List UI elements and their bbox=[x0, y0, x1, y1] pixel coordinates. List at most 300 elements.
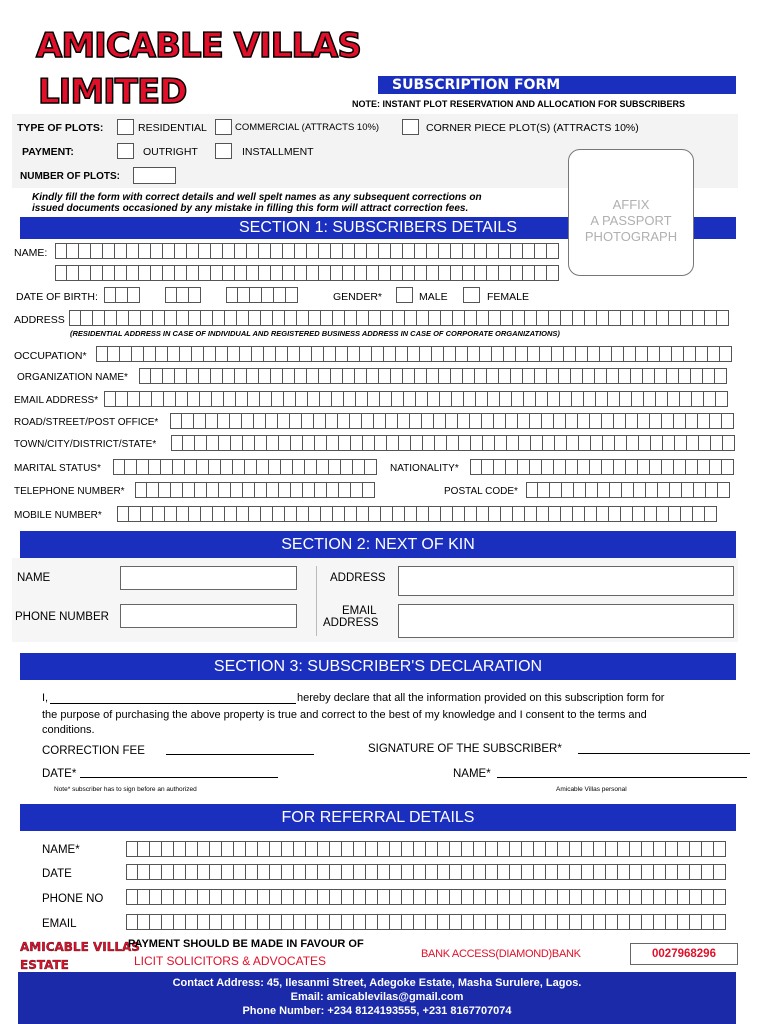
char-box[interactable] bbox=[411, 435, 423, 451]
char-box[interactable] bbox=[452, 391, 464, 407]
char-box[interactable] bbox=[538, 482, 550, 498]
char-box[interactable] bbox=[294, 864, 306, 880]
char-box[interactable] bbox=[464, 391, 476, 407]
char-box[interactable] bbox=[415, 243, 427, 259]
char-box[interactable] bbox=[470, 459, 482, 475]
char-box[interactable] bbox=[672, 346, 684, 362]
char-box[interactable] bbox=[474, 864, 486, 880]
char-box[interactable] bbox=[255, 435, 267, 451]
char-box[interactable] bbox=[211, 265, 223, 281]
char-box[interactable] bbox=[534, 914, 546, 930]
char-box[interactable] bbox=[511, 265, 523, 281]
char-box[interactable] bbox=[303, 435, 315, 451]
char-box[interactable] bbox=[499, 265, 511, 281]
referral-name-grid[interactable] bbox=[126, 841, 726, 857]
char-box[interactable] bbox=[127, 265, 139, 281]
char-box[interactable] bbox=[273, 506, 285, 522]
char-box[interactable] bbox=[547, 265, 559, 281]
char-box[interactable] bbox=[691, 368, 703, 384]
char-box[interactable] bbox=[516, 346, 528, 362]
char-box[interactable] bbox=[680, 391, 692, 407]
char-box[interactable] bbox=[405, 506, 417, 522]
char-box[interactable] bbox=[602, 459, 614, 475]
char-box[interactable] bbox=[474, 841, 486, 857]
char-box[interactable] bbox=[330, 914, 342, 930]
char-box[interactable] bbox=[482, 413, 494, 429]
char-box[interactable] bbox=[564, 346, 576, 362]
char-box[interactable] bbox=[535, 243, 547, 259]
char-box[interactable] bbox=[295, 368, 307, 384]
char-box[interactable] bbox=[326, 413, 338, 429]
char-box[interactable] bbox=[702, 841, 714, 857]
char-box[interactable] bbox=[267, 435, 279, 451]
char-box[interactable] bbox=[681, 310, 693, 326]
char-box[interactable] bbox=[307, 368, 319, 384]
char-box[interactable] bbox=[513, 310, 525, 326]
char-box[interactable] bbox=[543, 435, 555, 451]
char-box[interactable] bbox=[182, 413, 194, 429]
char-box[interactable] bbox=[139, 243, 151, 259]
char-box[interactable] bbox=[603, 435, 615, 451]
char-box[interactable] bbox=[209, 459, 221, 475]
char-box[interactable] bbox=[463, 265, 475, 281]
char-box[interactable] bbox=[378, 914, 390, 930]
char-box[interactable] bbox=[79, 243, 91, 259]
char-box[interactable] bbox=[204, 346, 216, 362]
char-box[interactable] bbox=[372, 346, 384, 362]
char-box[interactable] bbox=[573, 310, 585, 326]
char-box[interactable] bbox=[646, 482, 658, 498]
char-box[interactable] bbox=[630, 889, 642, 905]
char-box[interactable] bbox=[427, 368, 439, 384]
char-box[interactable] bbox=[258, 841, 270, 857]
name-grid-row-1[interactable] bbox=[55, 243, 559, 259]
char-box[interactable] bbox=[126, 841, 138, 857]
char-box[interactable] bbox=[524, 391, 536, 407]
char-box[interactable] bbox=[139, 368, 151, 384]
char-box[interactable] bbox=[627, 435, 639, 451]
char-box[interactable] bbox=[270, 914, 282, 930]
char-box[interactable] bbox=[618, 914, 630, 930]
char-box[interactable] bbox=[654, 914, 666, 930]
char-box[interactable] bbox=[177, 287, 189, 303]
char-box[interactable] bbox=[462, 889, 474, 905]
char-box[interactable] bbox=[615, 435, 627, 451]
char-box[interactable] bbox=[294, 841, 306, 857]
char-box[interactable] bbox=[644, 391, 656, 407]
char-box[interactable] bbox=[234, 864, 246, 880]
char-box[interactable] bbox=[470, 413, 482, 429]
char-box[interactable] bbox=[283, 265, 295, 281]
char-box[interactable] bbox=[561, 310, 573, 326]
dob-day-grid[interactable] bbox=[104, 287, 140, 303]
char-box[interactable] bbox=[655, 368, 667, 384]
char-box[interactable] bbox=[174, 841, 186, 857]
char-box[interactable] bbox=[450, 864, 462, 880]
char-box[interactable] bbox=[606, 841, 618, 857]
char-box[interactable] bbox=[198, 841, 210, 857]
char-box[interactable] bbox=[486, 889, 498, 905]
char-box[interactable] bbox=[150, 841, 162, 857]
char-box[interactable] bbox=[642, 864, 654, 880]
char-box[interactable] bbox=[331, 368, 343, 384]
char-box[interactable] bbox=[402, 914, 414, 930]
char-box[interactable] bbox=[247, 265, 259, 281]
char-box[interactable] bbox=[626, 413, 638, 429]
char-box[interactable] bbox=[471, 435, 483, 451]
char-box[interactable] bbox=[450, 914, 462, 930]
char-box[interactable] bbox=[67, 243, 79, 259]
char-box[interactable] bbox=[546, 841, 558, 857]
char-box[interactable] bbox=[321, 310, 333, 326]
char-box[interactable] bbox=[367, 265, 379, 281]
char-box[interactable] bbox=[417, 310, 429, 326]
char-box[interactable] bbox=[715, 368, 727, 384]
char-box[interactable] bbox=[222, 864, 234, 880]
char-box[interactable] bbox=[591, 435, 603, 451]
char-box[interactable] bbox=[216, 346, 228, 362]
char-box[interactable] bbox=[439, 265, 451, 281]
char-box[interactable] bbox=[266, 413, 278, 429]
char-box[interactable] bbox=[156, 346, 168, 362]
char-box[interactable] bbox=[339, 482, 351, 498]
outright-checkbox[interactable] bbox=[117, 143, 134, 159]
char-box[interactable] bbox=[199, 243, 211, 259]
char-box[interactable] bbox=[408, 346, 420, 362]
char-box[interactable] bbox=[528, 346, 540, 362]
char-box[interactable] bbox=[135, 482, 147, 498]
char-box[interactable] bbox=[327, 482, 339, 498]
char-box[interactable] bbox=[332, 391, 344, 407]
char-box[interactable] bbox=[197, 459, 209, 475]
char-box[interactable] bbox=[225, 310, 237, 326]
char-box[interactable] bbox=[180, 346, 192, 362]
char-box[interactable] bbox=[291, 482, 303, 498]
char-box[interactable] bbox=[117, 506, 129, 522]
char-box[interactable] bbox=[429, 506, 441, 522]
char-box[interactable] bbox=[384, 346, 396, 362]
signature-line[interactable] bbox=[578, 753, 750, 754]
char-box[interactable] bbox=[526, 482, 538, 498]
char-box[interactable] bbox=[285, 310, 297, 326]
char-box[interactable] bbox=[714, 889, 726, 905]
char-box[interactable] bbox=[279, 482, 291, 498]
char-box[interactable] bbox=[283, 368, 295, 384]
char-box[interactable] bbox=[330, 864, 342, 880]
char-box[interactable] bbox=[498, 864, 510, 880]
char-box[interactable] bbox=[105, 310, 117, 326]
char-box[interactable] bbox=[530, 459, 542, 475]
char-box[interactable] bbox=[163, 243, 175, 259]
char-box[interactable] bbox=[523, 265, 535, 281]
char-box[interactable] bbox=[138, 864, 150, 880]
char-box[interactable] bbox=[415, 368, 427, 384]
char-box[interactable] bbox=[188, 391, 200, 407]
char-box[interactable] bbox=[450, 889, 462, 905]
char-box[interactable] bbox=[686, 413, 698, 429]
char-box[interactable] bbox=[570, 841, 582, 857]
char-box[interactable] bbox=[403, 265, 415, 281]
char-box[interactable] bbox=[705, 506, 717, 522]
char-box[interactable] bbox=[708, 346, 720, 362]
char-box[interactable] bbox=[618, 889, 630, 905]
char-box[interactable] bbox=[434, 413, 446, 429]
char-box[interactable] bbox=[690, 841, 702, 857]
installment-checkbox[interactable] bbox=[215, 143, 232, 159]
char-box[interactable] bbox=[402, 864, 414, 880]
char-box[interactable] bbox=[698, 413, 710, 429]
char-box[interactable] bbox=[248, 391, 260, 407]
char-box[interactable] bbox=[138, 841, 150, 857]
email-grid[interactable] bbox=[104, 391, 728, 407]
char-box[interactable] bbox=[187, 243, 199, 259]
char-box[interactable] bbox=[175, 265, 187, 281]
char-box[interactable] bbox=[267, 482, 279, 498]
char-box[interactable] bbox=[226, 287, 238, 303]
char-box[interactable] bbox=[168, 346, 180, 362]
char-box[interactable] bbox=[247, 243, 259, 259]
char-box[interactable] bbox=[198, 889, 210, 905]
char-box[interactable] bbox=[319, 265, 331, 281]
char-box[interactable] bbox=[582, 841, 594, 857]
char-box[interactable] bbox=[639, 435, 651, 451]
char-box[interactable] bbox=[360, 346, 372, 362]
char-box[interactable] bbox=[458, 413, 470, 429]
char-box[interactable] bbox=[314, 413, 326, 429]
char-box[interactable] bbox=[368, 391, 380, 407]
char-box[interactable] bbox=[339, 435, 351, 451]
char-box[interactable] bbox=[669, 310, 681, 326]
char-box[interactable] bbox=[391, 368, 403, 384]
char-box[interactable] bbox=[342, 914, 354, 930]
char-box[interactable] bbox=[307, 265, 319, 281]
char-box[interactable] bbox=[633, 506, 645, 522]
char-box[interactable] bbox=[254, 413, 266, 429]
char-box[interactable] bbox=[417, 506, 429, 522]
char-box[interactable] bbox=[703, 368, 715, 384]
char-box[interactable] bbox=[174, 889, 186, 905]
char-box[interactable] bbox=[574, 482, 586, 498]
char-box[interactable] bbox=[511, 368, 523, 384]
char-box[interactable] bbox=[534, 889, 546, 905]
char-box[interactable] bbox=[487, 265, 499, 281]
char-box[interactable] bbox=[379, 243, 391, 259]
char-box[interactable] bbox=[199, 368, 211, 384]
char-box[interactable] bbox=[714, 841, 726, 857]
char-box[interactable] bbox=[183, 482, 195, 498]
char-box[interactable] bbox=[585, 506, 597, 522]
char-box[interactable] bbox=[165, 287, 177, 303]
char-box[interactable] bbox=[381, 506, 393, 522]
char-box[interactable] bbox=[571, 368, 583, 384]
char-box[interactable] bbox=[186, 889, 198, 905]
char-box[interactable] bbox=[302, 413, 314, 429]
char-box[interactable] bbox=[162, 864, 174, 880]
char-box[interactable] bbox=[535, 368, 547, 384]
char-box[interactable] bbox=[186, 864, 198, 880]
char-box[interactable] bbox=[582, 914, 594, 930]
char-box[interactable] bbox=[549, 310, 561, 326]
char-box[interactable] bbox=[128, 391, 140, 407]
char-box[interactable] bbox=[451, 265, 463, 281]
char-box[interactable] bbox=[140, 391, 152, 407]
char-box[interactable] bbox=[151, 368, 163, 384]
char-box[interactable] bbox=[132, 346, 144, 362]
char-box[interactable] bbox=[489, 506, 501, 522]
kin-name-input[interactable] bbox=[120, 566, 297, 590]
char-box[interactable] bbox=[597, 310, 609, 326]
char-box[interactable] bbox=[624, 346, 636, 362]
char-box[interactable] bbox=[428, 391, 440, 407]
char-box[interactable] bbox=[234, 914, 246, 930]
char-box[interactable] bbox=[367, 243, 379, 259]
char-box[interactable] bbox=[654, 841, 666, 857]
char-box[interactable] bbox=[427, 265, 439, 281]
char-box[interactable] bbox=[91, 265, 103, 281]
char-box[interactable] bbox=[666, 841, 678, 857]
char-box[interactable] bbox=[272, 391, 284, 407]
char-box[interactable] bbox=[525, 506, 537, 522]
char-box[interactable] bbox=[558, 889, 570, 905]
char-box[interactable] bbox=[558, 841, 570, 857]
char-box[interactable] bbox=[308, 391, 320, 407]
char-box[interactable] bbox=[642, 914, 654, 930]
char-box[interactable] bbox=[207, 435, 219, 451]
char-box[interactable] bbox=[369, 506, 381, 522]
char-box[interactable] bbox=[513, 506, 525, 522]
char-box[interactable] bbox=[578, 459, 590, 475]
char-box[interactable] bbox=[518, 413, 530, 429]
char-box[interactable] bbox=[441, 506, 453, 522]
char-box[interactable] bbox=[657, 506, 669, 522]
char-box[interactable] bbox=[597, 506, 609, 522]
char-box[interactable] bbox=[201, 310, 213, 326]
char-box[interactable] bbox=[416, 391, 428, 407]
char-box[interactable] bbox=[669, 506, 681, 522]
char-box[interactable] bbox=[610, 482, 622, 498]
char-box[interactable] bbox=[631, 368, 643, 384]
char-box[interactable] bbox=[547, 243, 559, 259]
char-box[interactable] bbox=[537, 506, 549, 522]
char-box[interactable] bbox=[512, 391, 524, 407]
char-box[interactable] bbox=[153, 310, 165, 326]
char-box[interactable] bbox=[486, 914, 498, 930]
char-box[interactable] bbox=[318, 841, 330, 857]
char-box[interactable] bbox=[600, 346, 612, 362]
char-box[interactable] bbox=[525, 310, 537, 326]
char-box[interactable] bbox=[487, 368, 499, 384]
char-box[interactable] bbox=[486, 864, 498, 880]
char-box[interactable] bbox=[638, 413, 650, 429]
char-box[interactable] bbox=[666, 889, 678, 905]
char-box[interactable] bbox=[159, 482, 171, 498]
char-box[interactable] bbox=[722, 413, 734, 429]
char-box[interactable] bbox=[81, 310, 93, 326]
char-box[interactable] bbox=[717, 310, 729, 326]
char-box[interactable] bbox=[614, 459, 626, 475]
char-box[interactable] bbox=[198, 864, 210, 880]
char-box[interactable] bbox=[422, 413, 434, 429]
char-box[interactable] bbox=[234, 841, 246, 857]
char-box[interactable] bbox=[103, 265, 115, 281]
char-box[interactable] bbox=[547, 368, 559, 384]
char-box[interactable] bbox=[345, 506, 357, 522]
char-box[interactable] bbox=[555, 435, 567, 451]
number-of-plots-input[interactable] bbox=[133, 167, 176, 184]
char-box[interactable] bbox=[393, 506, 405, 522]
char-box[interactable] bbox=[546, 889, 558, 905]
char-box[interactable] bbox=[620, 391, 632, 407]
char-box[interactable] bbox=[309, 506, 321, 522]
char-box[interactable] bbox=[151, 243, 163, 259]
char-box[interactable] bbox=[174, 914, 186, 930]
char-box[interactable] bbox=[271, 265, 283, 281]
char-box[interactable] bbox=[115, 243, 127, 259]
char-box[interactable] bbox=[126, 864, 138, 880]
char-box[interactable] bbox=[414, 841, 426, 857]
char-box[interactable] bbox=[570, 864, 582, 880]
char-box[interactable] bbox=[429, 310, 441, 326]
char-box[interactable] bbox=[324, 346, 336, 362]
char-box[interactable] bbox=[468, 346, 480, 362]
char-box[interactable] bbox=[698, 459, 710, 475]
char-box[interactable] bbox=[343, 265, 355, 281]
char-box[interactable] bbox=[566, 413, 578, 429]
char-box[interactable] bbox=[195, 435, 207, 451]
char-box[interactable] bbox=[189, 310, 201, 326]
char-box[interactable] bbox=[504, 346, 516, 362]
char-box[interactable] bbox=[344, 391, 356, 407]
char-box[interactable] bbox=[438, 889, 450, 905]
char-box[interactable] bbox=[476, 391, 488, 407]
char-box[interactable] bbox=[207, 482, 219, 498]
char-box[interactable] bbox=[55, 243, 67, 259]
char-box[interactable] bbox=[702, 889, 714, 905]
char-box[interactable] bbox=[378, 864, 390, 880]
char-box[interactable] bbox=[494, 459, 506, 475]
char-box[interactable] bbox=[221, 459, 233, 475]
char-box[interactable] bbox=[530, 413, 542, 429]
char-box[interactable] bbox=[96, 346, 108, 362]
char-box[interactable] bbox=[550, 482, 562, 498]
char-box[interactable] bbox=[235, 368, 247, 384]
char-box[interactable] bbox=[662, 413, 674, 429]
char-box[interactable] bbox=[480, 346, 492, 362]
char-box[interactable] bbox=[363, 435, 375, 451]
char-box[interactable] bbox=[570, 914, 582, 930]
char-box[interactable] bbox=[594, 841, 606, 857]
char-box[interactable] bbox=[201, 506, 213, 522]
char-box[interactable] bbox=[501, 506, 513, 522]
char-box[interactable] bbox=[170, 413, 182, 429]
char-box[interactable] bbox=[318, 889, 330, 905]
char-box[interactable] bbox=[273, 310, 285, 326]
char-box[interactable] bbox=[104, 287, 116, 303]
char-box[interactable] bbox=[343, 243, 355, 259]
char-box[interactable] bbox=[270, 889, 282, 905]
char-box[interactable] bbox=[189, 506, 201, 522]
char-box[interactable] bbox=[249, 506, 261, 522]
char-box[interactable] bbox=[126, 889, 138, 905]
char-box[interactable] bbox=[243, 435, 255, 451]
char-box[interactable] bbox=[246, 914, 258, 930]
char-box[interactable] bbox=[621, 506, 633, 522]
road-grid[interactable] bbox=[170, 413, 734, 429]
char-box[interactable] bbox=[342, 841, 354, 857]
char-box[interactable] bbox=[718, 482, 730, 498]
char-box[interactable] bbox=[126, 914, 138, 930]
char-box[interactable] bbox=[558, 914, 570, 930]
